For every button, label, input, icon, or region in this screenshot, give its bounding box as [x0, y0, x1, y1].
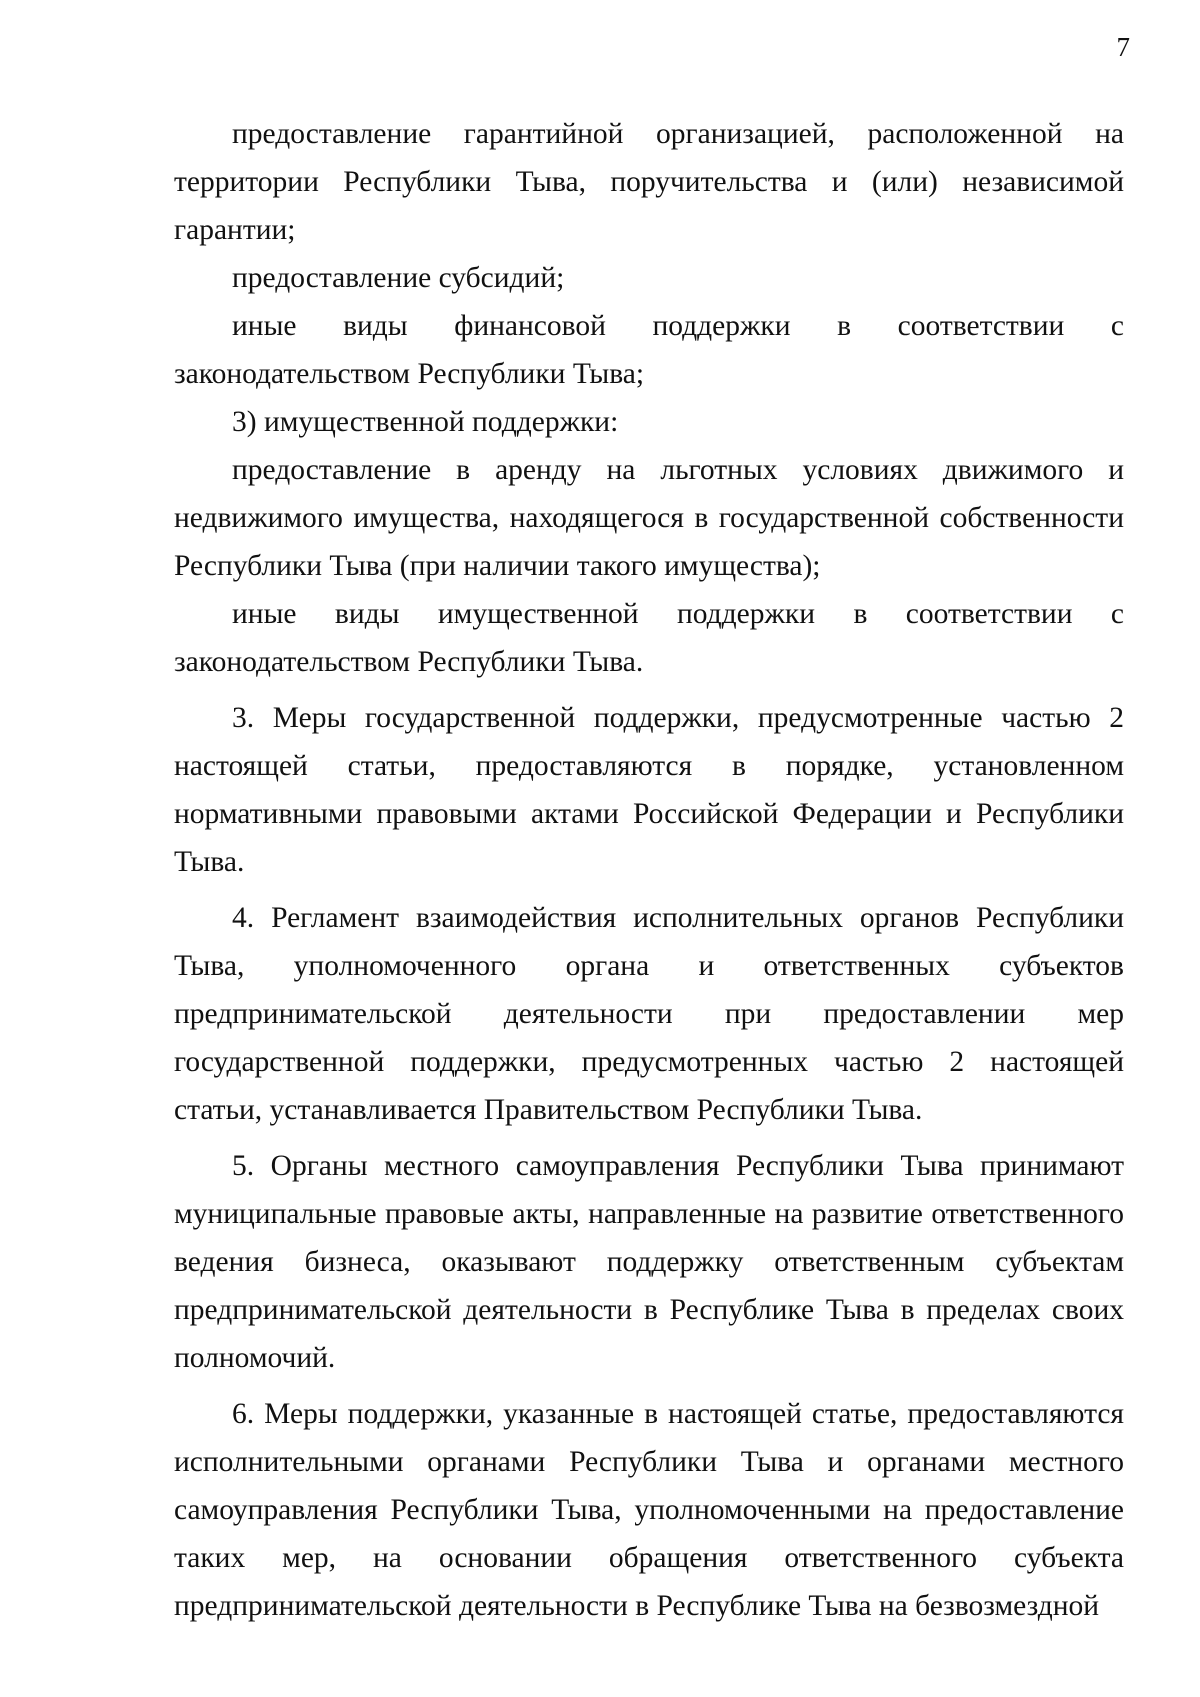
paragraph-other-financial-support: иные виды финансовой поддержки в соответствии с законодательством Республики Тыва; [174, 310, 1124, 390]
paragraph-guarantee: предоставление гарантийной организацией, расположенной на территории Республики Тыва, поручительства и (или) независимой гарантии; [174, 118, 1124, 246]
paragraph-property-support-heading: 3) имущественной поддержки: [232, 406, 619, 438]
document-body [174, 110, 1124, 1630]
page-number: 7 [1116, 32, 1130, 62]
paragraph-clause-4: 4. Регламент взаимодействия исполнительных органов Республики Тыва, уполномоченного органа и ответственных субъектов предпринимательской деятельности при предоставлении мер государственной поддержки, предусмотренных частью 2 настоящей статьи, устанавливается Правительством Республики Тыва. [174, 902, 1124, 1126]
paragraph-subsidies: предоставление субсидий; [232, 262, 565, 294]
paragraph-clause-3: 3. Меры государственной поддержки, предусмотренные частью 2 настоящей статьи, предоставляются в порядке, установленном нормативными правовыми актами Российской Федерации и Республики Тыва. [174, 702, 1124, 878]
paragraph-other-property-support: иные виды имущественной поддержки в соответствии с законодательством Республики Тыва. [174, 598, 1124, 678]
paragraph-property-lease: предоставление в аренду на льготных условиях движимого и недвижимого имущества, находящегося в государственной собственности Республики Тыва (при наличии такого имущества); [174, 454, 1124, 582]
paragraph-clause-6: 6. Меры поддержки, указанные в настоящей статье, предоставляются исполнительными органами Республики Тыва и органами местного самоуправления Республики Тыва, уполномоченными на предоставление таких мер, на основании обращения ответственного субъекта предпринимательской деятельности в Республике Тыва на безвозмездной [174, 1398, 1124, 1622]
paragraph-clause-5: 5. Органы местного самоуправления Республики Тыва принимают муниципальные правовые акты, направленные на развитие ответственного ведения бизнеса, оказывают поддержку ответственным субъектам предпринимательской деятельности в Республике Тыва в пределах своих полномочий. [174, 1150, 1124, 1374]
